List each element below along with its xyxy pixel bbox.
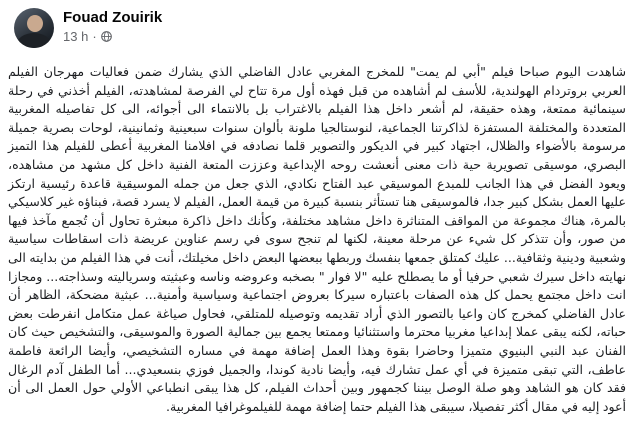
post-timestamp[interactable]: 13 h [63, 29, 89, 44]
avatar[interactable] [14, 8, 54, 48]
post-text: شاهدت اليوم صباحا فيلم "أبي لم يمت" للمخرج المغربي عادل الفاضلي الذي يشارك ضمن فعاليات مهرجان الفيلم العربي بروتردام الهولندية، للأسف لم أشاهده من قبل فهذه أول مرة تتاح لي الفرصة لمشاهدته، الفيلم أخذني في رحلة سينمائية ممتعة، وهذه حقيقة، لم أشعر داخل هذا الفيلم بالاغتراب بل بالانتماء الى أجوائه، الى كل تفاصيله المغربية المتعددة والمختلفة المستفزة لذاكرتنا الجماعية، لنوستالجيا ملونة بألوان سنوات سبعينية وثمانينية، لوحات بصرية جميلة مرسومة بالأضواء والظلال، اجتهاد كبير في الديكور والتصوير قلما نصادفه في افلامنا المغربية أعطى للفيلم هذا التميز البصري، موسيقى تصويرية حية ذات معنى أنعشت روحه الإبداعية وعززت المتعة الفنية داخل كل مشهد من مشاهده، ويعود الفضل في هذا الجانب للمبدع الموسيقي عبد الفتاح نكادي، الذي جعل من جمله الموسيقية قاعدة رئيسية ارتكز عليها العمل بشكل كبير جدا، فالموسيقى هنا تستأثر بنسبة كبيرة من قيمة العمل، الفيلم لا يسرد قصة، فبناؤه غير كلاسيكي بالمرة، هناك مجموعة من المواقف المتناثرة داخل مشاهد مختلفة، وكأنك داخل ذاكرة مبعثرة تحاول أن تُجمع مآخذ فيها من صور، وأن تتذكر كل شيء عن مرحلة معينة، لكنها لم تنجح سوى في رسم عناوين عريضة ذات اسقاطات سياسية وشعبية ودينية وثقافية... عليك كمتلق جمعها بنفسك وربطها ببعضها البعض داخل مخيلتك، أنت في هذا الفيلم من بدايته الى نهايته داخل سيرك شعبي حرفيا أو ما يصطلح عليه "لا فوار " بصخبه وعروضه وناسه وعبثيته وسرياليته وسذاجته... ومجازا انت داخل مجتمع يحمل كل هذه الصفات باعتباره سيركا بعروض اجتماعية وسياسية وأمنية... عبثية مضحكة، الظاهر أن عادل الفاضلي كمخرج كان واعيا بالتصور الذي أراد تقديمه وتوصيله للمتلقي، فحاول صياغة عمل متكامل انفرطت بعض حباته، لكنه يبقى عملا إبداعيا مغربيا محترما واستثنائيا وممتعا يجمع بين جمالية الصورة والموسيقى، والتشخيص حيث كان الفنان عبد النبي البنيوي متميزا وحاضرا بقوة وهذا العمل إضافة مهمة في مساره التشخيصي، وأيضا الرائعة فاطمة عاطف، التي تبقى متميزة في أي عمل تشارك فيه، وأيضا نادية كوندا، والجميل فوزي بنسعيدي... أما الطفل آدم الرغال فقد كان هو الشاهد وهو صلة الوصل بيننا كجمهور وبين أحداث الفيلم، كل هذا يبقى انطباعي الأولي حول العمل الى أن أعود إليه في مقال أكثر تفصيلا، سيبقى هذا الفيلم حتما إضافة مهمة للفيلموغرافيا المغربية. [8, 64, 626, 414]
avatar-head-shape [27, 15, 43, 32]
author-name[interactable]: Fouad Zouirik [63, 9, 163, 26]
post-meta [63, 8, 162, 44]
post-body [8, 63, 626, 416]
separator-dot: · [92, 29, 97, 44]
post-subline [63, 29, 162, 44]
post-header [14, 8, 162, 48]
globe-icon[interactable] [101, 31, 112, 42]
avatar-shoulders-shape [17, 33, 51, 48]
